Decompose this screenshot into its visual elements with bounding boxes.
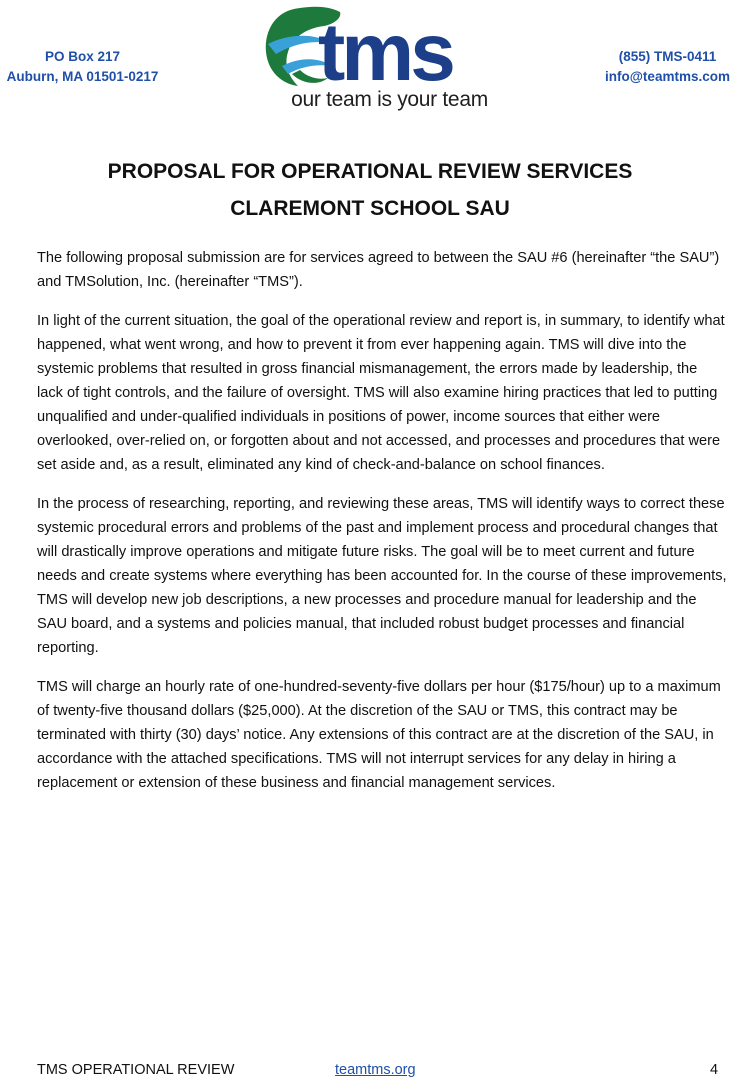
paragraph-goal: In light of the current situation, the goal of the operational review and report is, in summary, to identify what happened, what went wrong, and how to prevent it from ever happening again. TMS will dive into the systemic problems that resulted in gross financial mismanagement, the errors made by leadership, the lack of tight controls, and the failure of oversight. TMS will also examine hiring practices that led to putting unqualified and under-qualified individuals in positions of power, income sources that either were overlooked, over-relied on, or forgotten about and not accessed, and processes and procedures that were set aside and, as a result, eliminated any kind of check-and-balance on school finances. (37, 313, 725, 473)
logo-text: tms (318, 7, 452, 98)
document-subtitle: CLAREMONT SCHOOL SAU (230, 197, 510, 220)
paragraph-process: In the process of researching, reporting, and reviewing these areas, TMS will identify ways to correct these systemic procedural errors and problems of the past and implement process and procedural changes that will drastically improve operations and mitigate future risks. The goal will be to meet current and future needs and create systems where everything has been accounted for. In the course of these improvements, TMS will develop new job descriptions, a new processes and procedure manual for leadership and the SAU board, and a systems and policies manual, that included robust budget processes and financial reporting. (37, 496, 727, 656)
paragraph-intro: The following proposal submission are for services agreed to between the SAU #6 (hereinafter “the SAU”) and TMSolution, Inc. (hereinafter “TMS”). (37, 250, 720, 290)
address-line-1: PO Box 217 (44, 49, 121, 64)
phone-number: (855) TMS-0411 (618, 49, 717, 64)
footer-label: TMS OPERATIONAL REVIEW (37, 1062, 235, 1078)
footer-website-link[interactable]: teamtms.org (335, 1062, 416, 1078)
page-number: 4 (710, 1062, 719, 1078)
header-contact (595, 47, 740, 87)
address-line-2: Auburn, MA 01501-0217 (6, 69, 159, 84)
header-address (0, 47, 165, 87)
paragraph-rate: TMS will charge an hourly rate of one-hundred-seventy-five dollars per hour ($175/hour) up to a maximum of twenty-five thousand dollars ($25,000). At the discretion of the SAU or TMS, this contract may be terminated with thirty (30) days’ notice. Any extensions of this contract are at the discretion of the SAU, in accordance with the attached specifications. TMS will not interrupt services for any delay in hiring a replacement or extension of these business and financial management services. (37, 679, 721, 791)
logo-tagline: our team is your team (291, 88, 488, 111)
email-address[interactable]: info@teamtms.com (605, 69, 730, 84)
proposal-body (37, 246, 727, 810)
document-title: PROPOSAL FOR OPERATIONAL REVIEW SERVICES (107, 160, 633, 183)
